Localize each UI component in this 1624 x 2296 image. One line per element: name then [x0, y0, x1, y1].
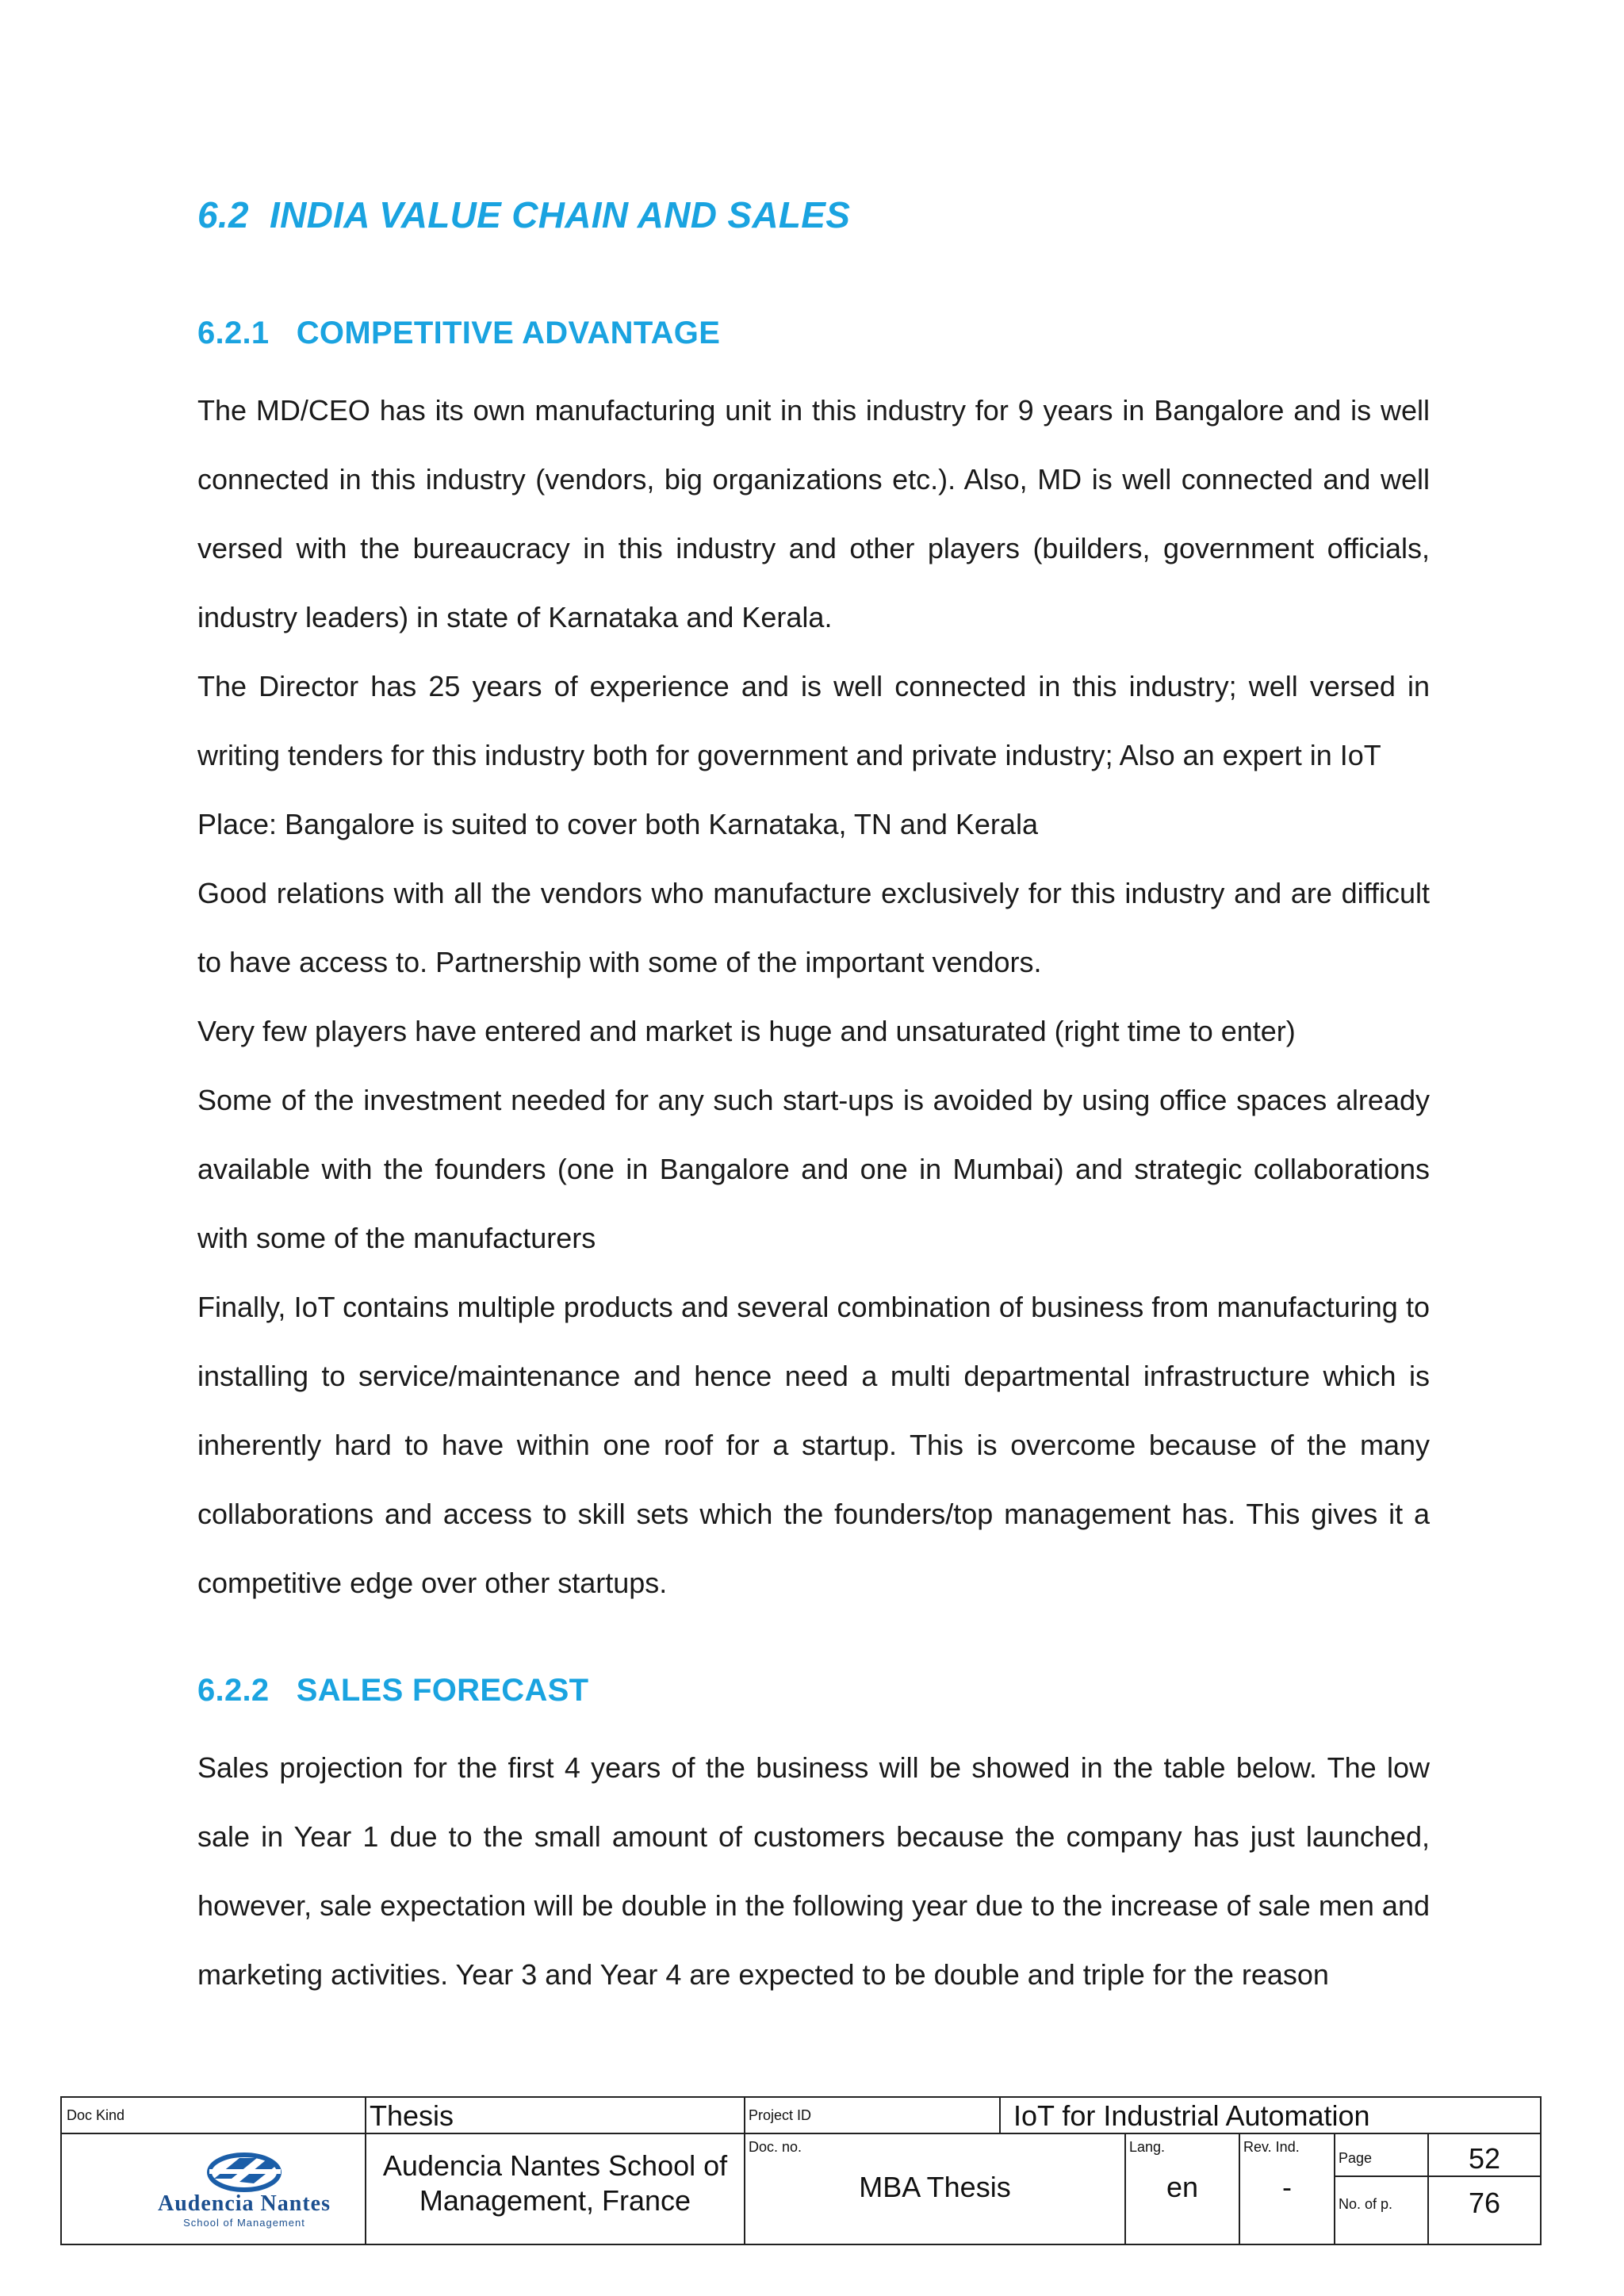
institution-line-1: Audencia Nantes School of: [382, 2149, 728, 2182]
paragraph: Good relations with all the vendors who manufacture exclusively for this industry and are difficult to have access to. Partnership with some of the important vendors.: [197, 877, 1430, 978]
pages-label: No. of p.: [1339, 2196, 1393, 2212]
section-heading-title: INDIA VALUE CHAIN AND SALES: [270, 194, 851, 235]
logo-wordmark: Audencia Nantes: [157, 2191, 331, 2216]
section-heading: [197, 193, 850, 236]
paragraph: Sales projection for the first 4 years of the business will be showed in the table below. The low sale in Year 1 due to the small amount of customers because the company has just launched, however, sale expectation will be double in the following year due to the increase of sale men and marketing activities. Year 3 and Year 4 are expected to be double and triple for the reason: [197, 1751, 1430, 1991]
page-label: Page: [1339, 2150, 1373, 2166]
logo-tagline: School of Management: [183, 2217, 305, 2229]
rev-label: Rev. Ind.: [1243, 2139, 1300, 2155]
total-pages: 76: [1468, 2187, 1501, 2219]
lang-value: en: [1166, 2171, 1199, 2203]
project-id-value: IoT for Industrial Automation: [1013, 2099, 1370, 2132]
subsection-number: 6.2.1: [197, 316, 270, 350]
doc-no-label: Doc. no.: [749, 2139, 802, 2155]
paragraph: The Director has 25 years of experience and is well connected in this industry; well versed in writing tenders for this industry both for government and private industry; Also an expert in IoT: [197, 670, 1430, 771]
rev-value: -: [1282, 2171, 1292, 2203]
page-number: 52: [1468, 2142, 1501, 2175]
doc-kind-value: Thesis: [370, 2099, 454, 2132]
subsection-heading-competitive-advantage: [197, 316, 720, 351]
subsection-title: COMPETITIVE ADVANTAGE: [296, 316, 721, 350]
subsection-number: 6.2.2: [197, 1673, 270, 1708]
paragraph: The MD/CEO has its own manufacturing unit in this industry for 9 years in Bangalore and is well connected in this industry (vendors, big organizations etc.). Also, MD is well connected and well versed with the bureaucracy in this industry and other players (builders, government officials, industry leaders) in state of Karnataka and Kerala.: [197, 394, 1430, 633]
paragraph: Some of the investment needed for any such start-ups is avoided by using office spaces already available with the founders (one in Bangalore and one in Mumbai) and strategic collaborations with some of the manufacturers: [197, 1084, 1430, 1254]
project-id-label: Project ID: [749, 2107, 812, 2123]
sales-forecast-body: [197, 1733, 1430, 2009]
doc-kind-label: Doc Kind: [67, 2107, 125, 2123]
section-heading-number: 6.2: [197, 194, 249, 235]
institution-line-2: Management, France: [419, 2184, 691, 2217]
paragraph: Place: Bangalore is suited to cover both Karnataka, TN and Kerala: [197, 808, 1038, 840]
lang-label: Lang.: [1129, 2139, 1166, 2155]
paragraph: Finally, IoT contains multiple products and several combination of business from manufacturing to installing to service/maintenance and hence need a multi departmental infrastructure which is inherently hard to have within one roof for a startup. This is overcome because of the many collaborations and access to skill sets which the founders/top management has. This gives it a competitive edge over other startups.: [197, 1291, 1430, 1599]
subsection-heading-sales-forecast: [197, 1673, 588, 1709]
subsection-title: SALES FORECAST: [296, 1673, 589, 1708]
competitive-advantage-body: [197, 376, 1430, 1617]
paragraph: Very few players have entered and market is huge and unsaturated (right time to enter): [197, 1015, 1296, 1047]
document-footer-table: [60, 2096, 1542, 2245]
institution-name: [366, 2149, 744, 2218]
doc-no-value: MBA Thesis: [859, 2171, 1011, 2203]
